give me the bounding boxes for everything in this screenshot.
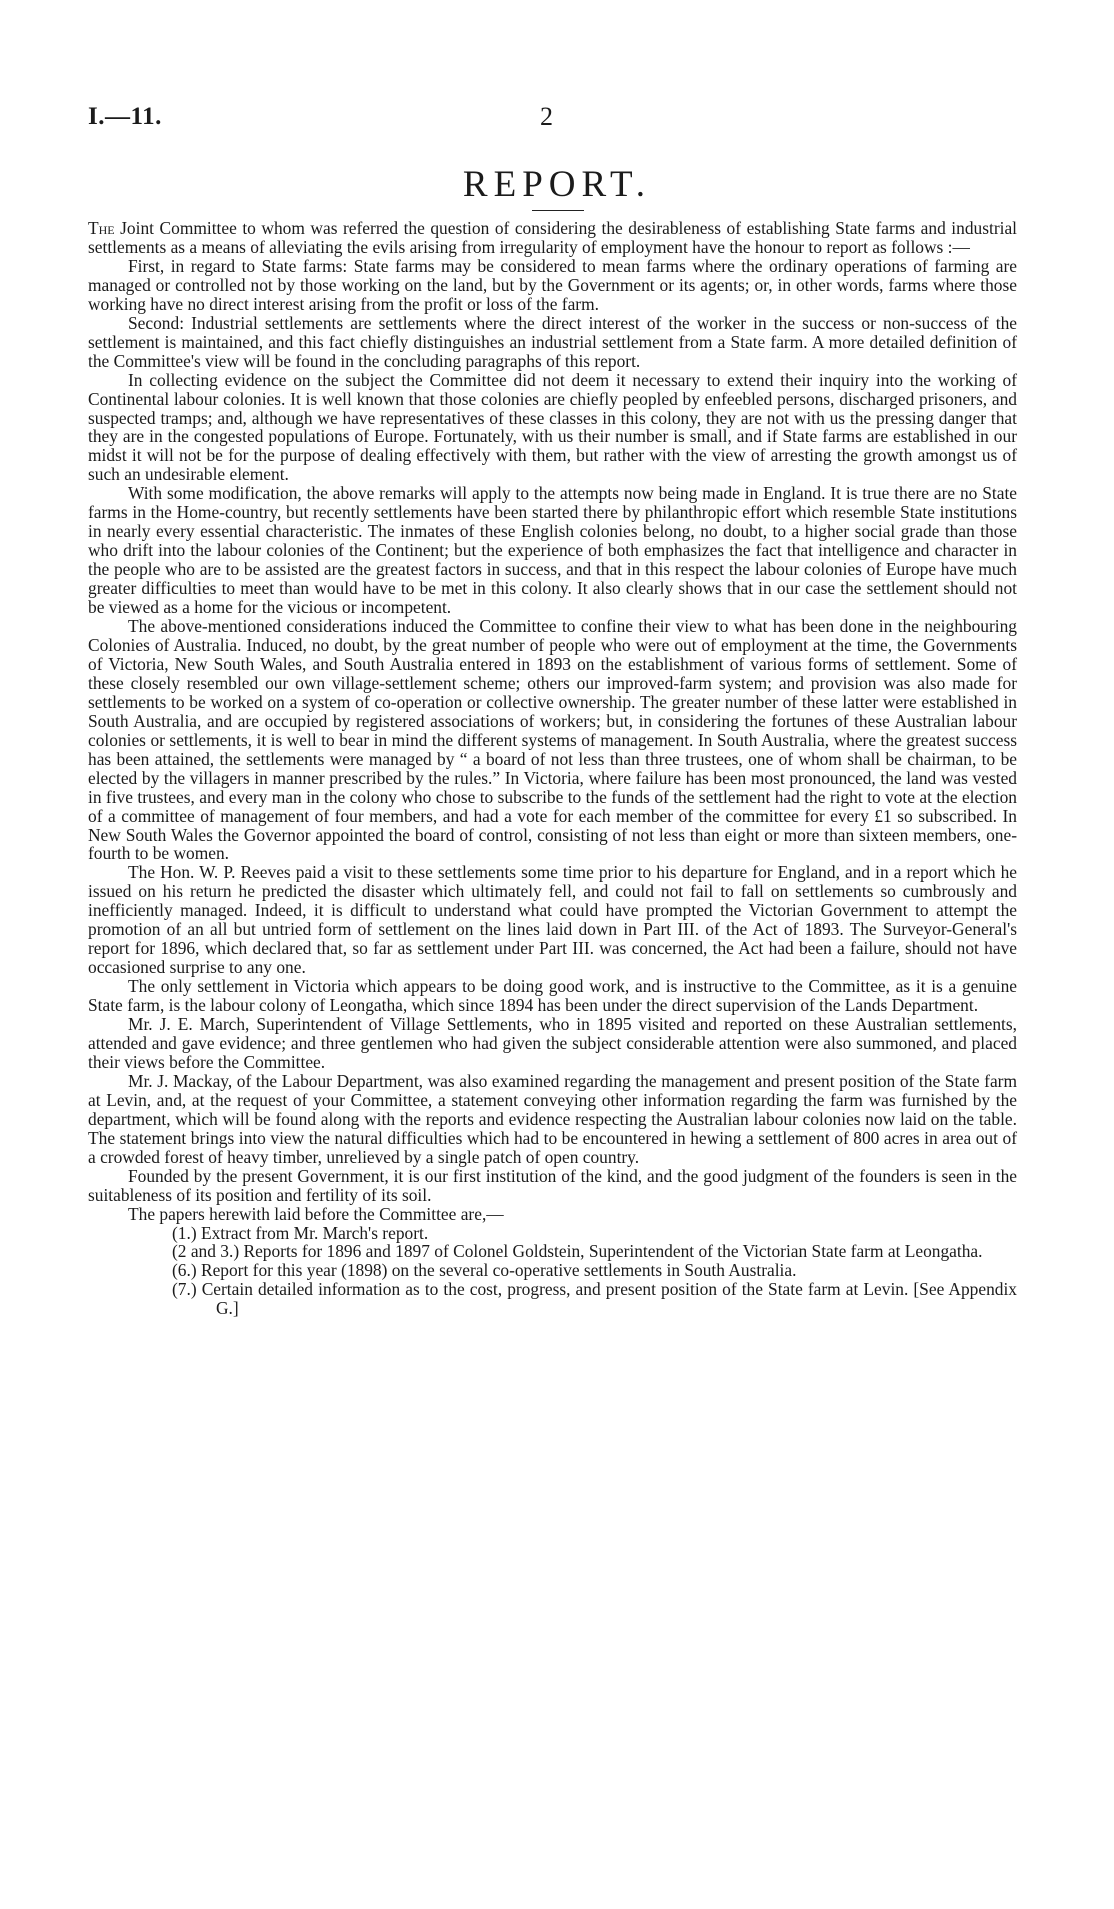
- report-title: REPORT.: [462, 164, 652, 205]
- intro-lead-word: The: [88, 218, 115, 238]
- list-item: (7.) Certain detailed information as to the cost, progress, and present position of the State farm at Levin. [See Appendix G.]: [172, 1279, 1017, 1319]
- paragraph-march: Mr. J. E. March, Superintendent of Village Settlements, who in 1895 visited and reported on these Australian settlements, attended and gave evidence; and three gentlemen who had given the subject considerable attention were also summoned, and placed their views before the Committee.: [88, 1014, 1017, 1072]
- document-reference: I.—11.: [88, 103, 162, 130]
- paragraph-founded: Founded by the present Government, it is our first institution of the kind, and the good judgment of the founders is seen in the suitableness of its position and fertility of its soil.: [88, 1165, 1017, 1205]
- title-rule: [532, 210, 584, 211]
- paragraph-australia: The above-mentioned considerations induced the Committee to confine their view to what has been done in the neighbouring Colonies of Australia. Induced, no doubt, by the great number of people who were out of employment at the time, the Governments of Victoria, New South Wales, and South Australia entered in 1893 on the establishment of various forms of settlement. Some of these closely resembled our own village-settlement scheme; others our improved-farm system; and provision was also made for settlements to be worked on a system of co-operation or collective ownership. The greater number of these latter were established in South Australia, and are occupied by registered associations of workers; but, in considering the fortunes of these Australian labour colonies or settlements, it is well to bear in mind the different systems of management. In South Australia, where the greatest success has been attained, the settlements were managed by “ a board of not less than three trustees, one of whom shall be chairman, to be elected by the villagers in manner prescribed by the rules.” In Victoria, where failure has been most pronounced, the land was vested in five trustees, and every man in the colony who chose to subscribe to the funds of the settlement had the right to vote at the election of a committee of management of four members, and had a vote for each member of the committee for every £1 so subscribed. In New South Wales the Governor appointed the board of control, consisting of not less than eight or more than sixteen members, one-fourth to be women.: [88, 616, 1017, 864]
- intro-paragraph: [88, 219, 1017, 257]
- paragraph-reeves: The Hon. W. P. Reeves paid a visit to these settlements some time prior to his departure for England, and in a report which he issued on his return he predicted the disaster which ultimately fell, and could not fail to fall on settlements so cumbrously and inefficiently managed. Indeed, it is difficult to understand what could have prompted the Victorian Government to attempt the promotion of an all but untried form of settlement on the lines laid down in Part III. of the Act of 1893. The Surveyor-General's report for 1896, which declared that, so far as settlement under Part III. was concerned, the Act had been a failure, should not have occasioned surprise to any one.: [88, 862, 1017, 978]
- paragraph-mackay: Mr. J. Mackay, of the Labour Department, was also examined regarding the management and present position of the State farm at Levin, and, at the request of your Committee, a statement conveying other information regarding the farm was furnished by the department, which will be found along with the reports and evidence respecting the Australian labour colonies now laid on the table. The statement brings into view the natural difficulties which had to be encountered in hewing a settlement of 800 acres in area out of a crowded forest of heavy timber, unrelieved by a single patch of open country.: [88, 1070, 1017, 1167]
- papers-list: [88, 1224, 1017, 1319]
- paragraph-england: With some modification, the above remarks will apply to the attempts now being made in England. It is true there are no State farms in the Home-country, but recently settlements have been started there by philanthropic effort which resemble State institutions in nearly every essential characteristic. The inmates of these English colonies belong, no doubt, to a higher social grade than those who drift into the labour colonies of the Continent; but the experience of both emphasizes the fact that intelligence and character in the people who are to be assisted are the greatest factors in success, and that in this respect the labour colonies of Europe have much greater difficulties to meet than would have to be met in this colony. It also clearly shows that in our case the settlement should not be viewed as a home for the vicious or incompetent.: [88, 483, 1017, 618]
- paragraph-industrial-settlements: Second: Industrial settlements are settlements where the direct interest of the worker in the success or non-success of the settlement is maintained, and this fact chiefly distinguishes an industrial settlement from a State farm. A more detailed definition of the Committee's view will be found in the concluding paragraphs of this report.: [88, 312, 1017, 371]
- paragraph-continental-colonies: In collecting evidence on the subject the Committee did not deem it necessary to extend their inquiry into the working of Continental labour colonies. It is well known that those colonies are chiefly peopled by enfeebled persons, discharged prisoners, and suspected tramps; and, although we have representatives of these classes in this colony, they are not with us the pressing danger that they are in the congested populations of Europe. Fortunately, with us their number is small, and if State farms are established in our midst it will not be for the purpose of dealing effectively with them, but rather with the view of arresting the growth amongst us of such an undesirable element.: [88, 369, 1017, 485]
- page-number: 2: [540, 102, 553, 131]
- list-item: (1.) Extract from Mr. March's report.: [172, 1222, 429, 1243]
- list-item: (6.) Report for this year (1898) on the several co-operative settlements in South Australia.: [172, 1260, 797, 1281]
- paragraph-leongatha: The only settlement in Victoria which appears to be doing good work, and is instructive to the Committee, as it is a genuine State farm, is the labour colony of Leongatha, which since 1894 has been under the direct supervision of the Lands Department.: [88, 976, 1017, 1016]
- paragraph-state-farms: First, in regard to State farms: State farms may be considered to mean farms where the ordinary operations of farming are managed or controlled not by those working on the land, but by the Government or its agents; or, in other words, farms where those working have no direct interest arising from the profit or loss of the farm.: [88, 255, 1017, 314]
- intro-text: Joint Committee to whom was referred the question of considering the desirableness of establishing State farms and industrial settlements as a means of alleviating the evils arising from irregularity of employment have the honour to report as follows :—: [88, 218, 1017, 257]
- paragraph-papers-intro: The papers herewith laid before the Committee are,—: [128, 1203, 504, 1224]
- list-item: (2 and 3.) Reports for 1896 and 1897 of Colonel Goldstein, Superintendent of the Victorian State farm at Leongatha.: [172, 1241, 983, 1262]
- report-body: [88, 219, 1017, 1318]
